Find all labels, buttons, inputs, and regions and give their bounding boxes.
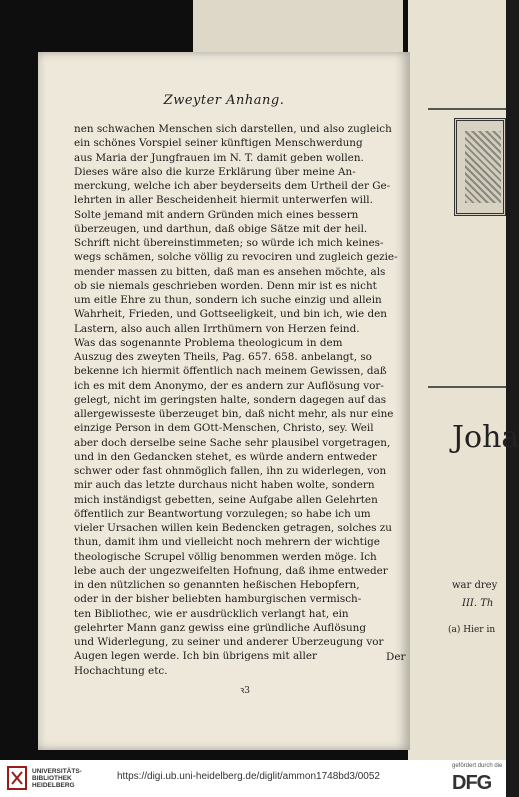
signature-mark: ꝛ3 [240,686,250,696]
text-line: Lastern, also auch allen Irrthümern von Herzen feind. [74,322,360,335]
viewer-footer [0,760,506,797]
library-name [32,768,82,789]
text-line: thun, damit ihm und vielleicht noch mehrern der wichtige [74,536,380,549]
library-name-text: UNIVERSITÄTS- BIBLIOTHEK HEIDELBERG [32,768,82,789]
text-line: ob sie niemals geschrieben worden. Denn mir ist es nicht [74,279,377,292]
text-line: öffentlich zur Beantwortung vorzulegen; so habe ich um [74,507,371,520]
text-line: oder in der bisher beliebten hamburgischen vermisch- [74,593,362,606]
dfg-logo: DFG [452,772,492,794]
text-line: allergewisseste überzeuget bin, daß nicht mehr, als nur eine [74,408,394,420]
funded-by: gefördert durch die [452,763,503,769]
divider [428,108,506,110]
text-line: einzige Person in dem GOtt-Menschen, Christo, sey. Weil [74,422,374,435]
text-line: Hochachtung etc. [74,664,168,677]
background-page-tab [193,0,403,58]
text-line: vieler Ursachen willen kein Bedencken getragen, solches zu [74,522,392,534]
text-line: mich inständigst gebetten, seine Aufgabe allen Gelehrten [74,493,378,506]
text-line: bekenne ich hiermit öffentlich nach meinem Gewissen, daß [74,365,387,378]
text-line: Schrift nicht übereinstimmeten; so würde ich mich keines- [74,237,384,249]
text-line: schwer oder fast ohnmöglich fallen, ihn zu widerlegen, von [74,465,387,477]
text-line: und in den Gedancken stehet, es würde andern entweder [74,450,377,463]
text-line: ich es mit dem Anonymo, der es andern zur Auflösung vor- [74,379,384,392]
text-line: lehrten in aller Bescheidenheit hiermit unterwerfen will. [74,194,373,207]
ornament-frame [454,118,506,216]
text-line: theologische Scrupel völlig benommen werden möge. Ich [74,550,377,563]
facing-line: war drey [452,580,498,591]
facing-line: (a) Hier in [448,625,496,635]
university-seal-icon [6,765,28,791]
text-line: Augen legen werde. Ich bin übrigens mit aller [74,650,317,663]
text-line: lebe auch der ungezweifelten Hofnung, daß ihme entweder [74,564,388,577]
text-line: Auszug des zweyten Theils, Pag. 657. 658. anbelangt, so [74,351,372,363]
text-line: gelegt, nicht im geringsten halte, sondern dagegen auf das [74,393,387,406]
divider [428,386,506,388]
facing-page [408,0,519,760]
text-line: in den nützlichen so genannten heßischen Hebopfern, [74,579,360,591]
running-head: Zweyter Anhang. [163,93,285,108]
text-line: Was das sogenannte Problema theologicum in dem [74,336,343,349]
text-line: gelehrter Mann ganz gewiss eine gründliche Auflösung [74,621,366,634]
text-line: mir auch das letzte durchaus nicht haben wolte, sondern [74,479,375,492]
text-line: aber doch derselbe seine Sache sehr plausibel vorgetragen, [74,436,391,449]
text-line: Dieses wäre also die kurze Erklärung über meine An- [74,165,356,178]
text-line: nen schwachen Menschen sich darstellen, und also zugleich [74,123,392,135]
facing-line: III. Th [462,598,494,609]
text-line: wegs schämen, solche völlig zu revociren und zugleich gezie- [74,251,398,264]
page-body [74,122,404,678]
text-line: um eitle Ehre zu thun, sondern ich suche einzig und allein [74,294,382,306]
facing-heading: Joha [452,420,519,455]
text-line: ten Bibliothec, wie er ausdrücklich verlangt hat, ein [74,607,349,620]
text-line: Solte jemand mit andern Gründen mich eines bessern [74,208,359,221]
text-line: merckung, welche ich aber beyderseits dem Urtheil der Ge- [74,180,391,192]
text-line: mender massen zu bitten, daß man es ansehen möchte, als [74,265,386,278]
text-line: überzeugen, und darthun, daß obige Sätze mit der heil. [74,222,368,235]
permalink[interactable]: https://digi.ub.uni-heidelberg.de/diglit/ammon1748bd3/0052 [117,771,380,782]
text-line: ein schönes Vorspiel seiner künftigen Menschwerdung [74,137,363,150]
text-line: Wahrheit, Frieden, und Gottseeligkeit, und bin ich, wie den [74,308,387,321]
text-line: und Widerlegung, zu seiner und anderer Uberzeugung vor [74,636,384,648]
catchword: Der [386,651,406,663]
text-line: aus Maria der Jungfrauen im N. T. damit geben wollen. [74,151,364,164]
